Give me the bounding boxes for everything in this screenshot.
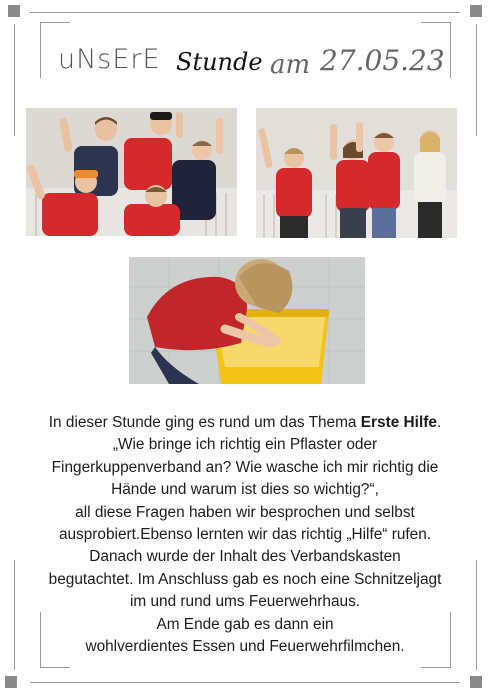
page-title xyxy=(58,38,448,90)
body-text xyxy=(28,412,462,658)
body-line-5: all diese Fragen haben wir besprochen und selbst xyxy=(75,503,415,521)
corner-square-bottom-right xyxy=(470,676,482,688)
corner-square-top-left xyxy=(8,5,20,17)
frame-right-top-line xyxy=(476,24,477,136)
title-word-unsere: uNsErE xyxy=(58,44,161,75)
body-line-1 xyxy=(28,412,462,434)
body-line-8: begutachtet. Im Anschluss gab es noch eine Schnitzeljagt xyxy=(48,570,442,588)
photo-group-boys-image xyxy=(26,108,237,236)
photo-handwashing xyxy=(129,257,365,384)
body-line-10: Am Ende gab es dann ein xyxy=(156,615,334,633)
body-topic-erste-hilfe: Erste Hilfe xyxy=(360,414,437,431)
frame-left-bottom-line xyxy=(14,560,15,670)
photo-group-kids xyxy=(256,108,457,238)
photo-handwashing-image xyxy=(129,257,365,384)
title-bracket-right-v xyxy=(450,22,451,78)
body-line-6: ausprobiert.Ebenso lernten wir das richtig „Hilfe“ rufen. xyxy=(58,526,432,544)
body-line-2: „Wie bringe ich richtig ein Pflaster oder xyxy=(112,436,378,454)
title-date: 27.05.23 xyxy=(320,44,445,77)
title-word-am: am xyxy=(270,50,311,80)
photo-group-kids-image xyxy=(256,108,457,238)
title-bracket-left-h xyxy=(40,22,70,23)
title-word-stunde: Stunde xyxy=(176,48,263,76)
frame-bottom-line xyxy=(30,682,460,683)
body-line-1-prefix: In dieser Stunde ging es rund um das Thema xyxy=(48,414,361,431)
body-line-9: im und rund ums Feuerwehrhaus. xyxy=(129,593,361,611)
body-line-1-suffix: . xyxy=(436,414,442,431)
frame-right-bottom-line xyxy=(476,560,477,670)
bottom-bracket-right-h xyxy=(421,667,451,668)
photo-group-boys xyxy=(26,108,237,236)
title-bracket-left-v xyxy=(40,22,41,78)
corner-square-bottom-left xyxy=(5,676,17,688)
frame-left-top-line xyxy=(14,24,15,136)
body-line-3: Fingerkuppenverband an? Wie wasche ich mir richtig die xyxy=(51,458,439,476)
corner-square-top-right xyxy=(470,5,482,17)
body-line-4: Hände und warum ist dies so wichtig?“, xyxy=(111,481,379,499)
body-line-7: Danach wurde der Inhalt des Verbandskasten xyxy=(89,548,401,566)
title-bracket-right-h xyxy=(421,22,451,23)
body-line-11: wohlverdientes Essen und Feuerwehrfilmchen. xyxy=(85,638,405,656)
bottom-bracket-left-h xyxy=(40,667,70,668)
frame-top-line xyxy=(30,12,460,13)
